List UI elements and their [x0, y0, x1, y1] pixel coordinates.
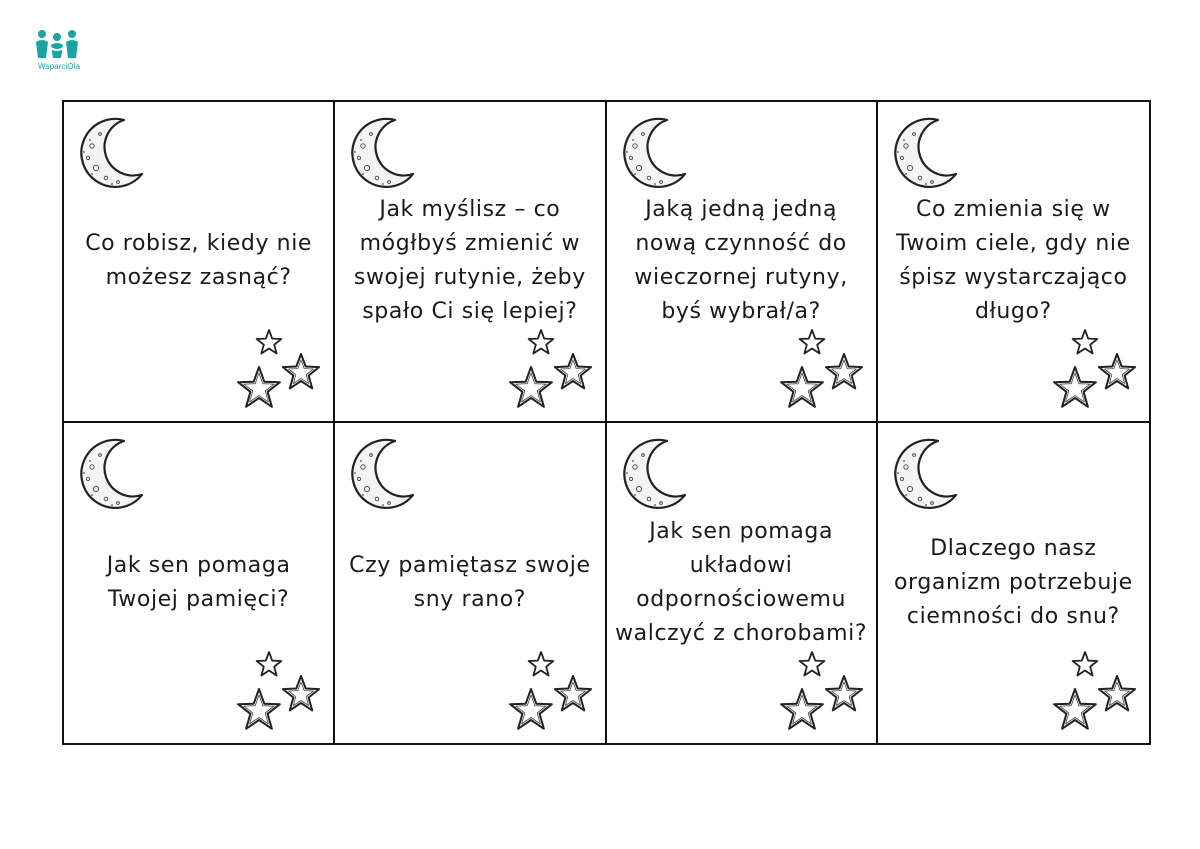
question-card [64, 423, 335, 744]
question-card [607, 423, 878, 744]
question-text: Czy pamiętasz swoje sny rano? [349, 552, 591, 612]
question-card [335, 423, 606, 744]
question-text: Jak sen pomaga układowi odpornościowemu walczyć z chorobami? [615, 518, 868, 646]
family-logo-icon [34, 28, 80, 60]
stars-icon [1051, 651, 1143, 737]
question-text: Jak myślisz – co mógłbyś zmienić w swojej rutynie, żeby spało Ci się lepiej? [353, 197, 586, 325]
question-text: Jaką jedną jedną nową czynność do wieczornej rutyny, byś wybrał/a? [634, 197, 848, 325]
brand-logo [28, 28, 86, 72]
stars-icon [778, 651, 870, 737]
stars-icon [235, 329, 327, 415]
question-card [607, 102, 878, 423]
stars-icon [778, 329, 870, 415]
brand-name: WsparciOla [37, 62, 81, 71]
stars-icon [235, 651, 327, 737]
question-card [335, 102, 606, 423]
question-text: Co robisz, kiedy nie możesz zasnąć? [85, 231, 313, 291]
question-card-grid [62, 100, 1151, 745]
stars-icon [507, 329, 599, 415]
stars-icon [1051, 329, 1143, 415]
question-card [878, 102, 1149, 423]
question-text: Dlaczego nasz organizm potrzebuje ciemności do snu? [894, 535, 1133, 629]
question-card [64, 102, 335, 423]
question-text: Jak sen pomaga Twojej pamięci? [106, 552, 291, 612]
question-card [878, 423, 1149, 744]
stars-icon [507, 651, 599, 737]
question-text: Co zmienia się w Twoim ciele, gdy nie śpisz wystarczająco długo? [896, 197, 1131, 325]
